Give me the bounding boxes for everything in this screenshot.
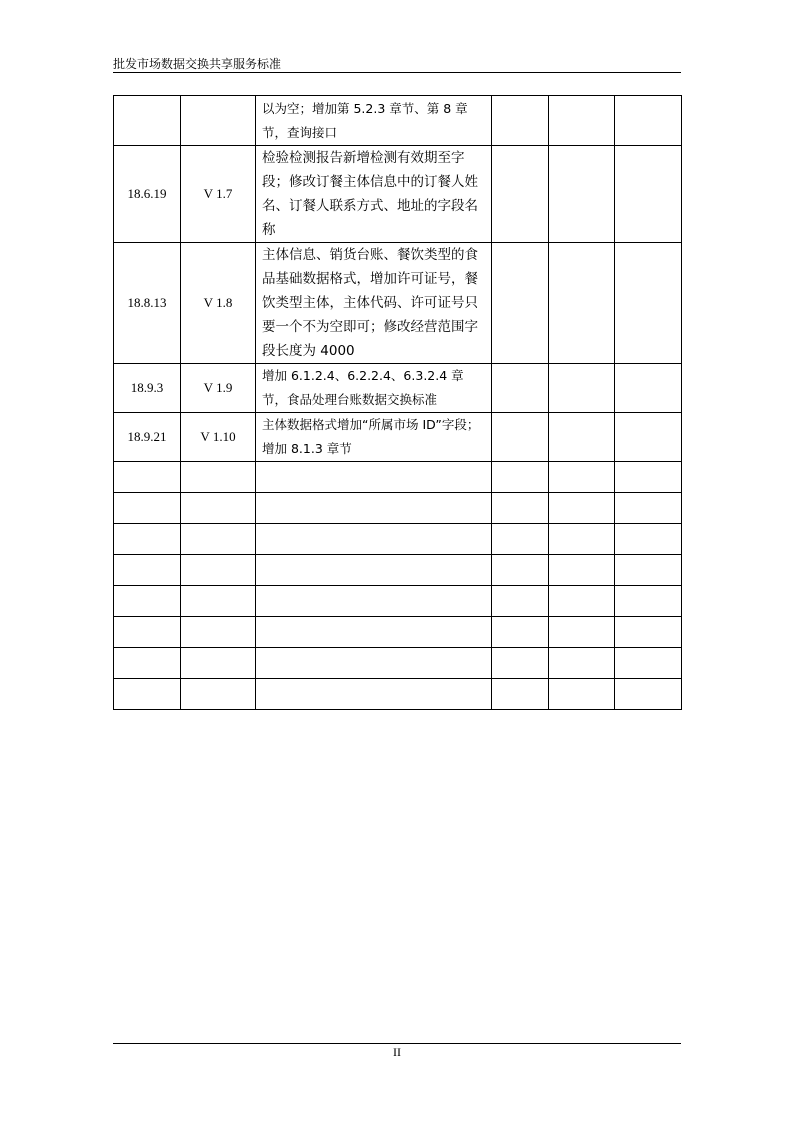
empty-cell bbox=[615, 413, 682, 462]
date-cell: 18.8.13 bbox=[114, 243, 181, 364]
empty-cell bbox=[549, 493, 615, 524]
description-cell bbox=[256, 493, 492, 524]
version-cell bbox=[181, 524, 256, 555]
empty-cell bbox=[615, 243, 682, 364]
version-cell bbox=[181, 648, 256, 679]
empty-cell bbox=[492, 364, 549, 413]
table-row bbox=[114, 586, 682, 617]
empty-cell bbox=[615, 555, 682, 586]
version-cell bbox=[181, 462, 256, 493]
empty-cell bbox=[492, 617, 549, 648]
empty-cell bbox=[549, 648, 615, 679]
description-cell bbox=[256, 462, 492, 493]
description-cell: 主体信息、销货台账、餐饮类型的食品基础数据格式，增加许可证号，餐饮类型主体，主体代码、许可证号只要一个不为空即可；修改经营范围字段长度为 4000 bbox=[256, 243, 492, 364]
empty-cell bbox=[492, 146, 549, 243]
empty-cell bbox=[492, 493, 549, 524]
date-cell: 18.6.19 bbox=[114, 146, 181, 243]
revision-history-table bbox=[113, 95, 682, 710]
date-cell bbox=[114, 96, 181, 146]
empty-cell bbox=[615, 586, 682, 617]
description-cell bbox=[256, 617, 492, 648]
date-cell bbox=[114, 679, 181, 710]
description-cell bbox=[256, 586, 492, 617]
table-row bbox=[114, 524, 682, 555]
empty-cell bbox=[549, 146, 615, 243]
date-cell bbox=[114, 648, 181, 679]
date-cell bbox=[114, 493, 181, 524]
empty-cell bbox=[492, 413, 549, 462]
page-number: II bbox=[393, 1045, 401, 1059]
date-cell bbox=[114, 586, 181, 617]
date-cell bbox=[114, 617, 181, 648]
empty-cell bbox=[492, 243, 549, 364]
description-cell: 主体数据格式增加“所属市场 ID”字段；增加 8.1.3 章节 bbox=[256, 413, 492, 462]
date-cell bbox=[114, 462, 181, 493]
version-cell bbox=[181, 679, 256, 710]
empty-cell bbox=[615, 462, 682, 493]
empty-cell bbox=[549, 96, 615, 146]
table-row bbox=[114, 617, 682, 648]
running-header-title: 批发市场数据交换共享服务标准 bbox=[113, 57, 282, 71]
empty-cell bbox=[492, 555, 549, 586]
description-cell bbox=[256, 648, 492, 679]
version-cell: V 1.7 bbox=[181, 146, 256, 243]
description-cell: 以为空；增加第 5.2.3 章节、第 8 章节，查询接口 bbox=[256, 96, 492, 146]
empty-cell bbox=[615, 679, 682, 710]
empty-cell bbox=[615, 493, 682, 524]
empty-cell bbox=[549, 243, 615, 364]
table-row bbox=[114, 462, 682, 493]
date-cell bbox=[114, 555, 181, 586]
description-cell bbox=[256, 555, 492, 586]
table-row bbox=[114, 555, 682, 586]
empty-cell bbox=[615, 96, 682, 146]
description-cell: 检验检测报告新增检测有效期至字段；修改订餐主体信息中的订餐人姓名、订餐人联系方式、地址的字段名称 bbox=[256, 146, 492, 243]
empty-cell bbox=[492, 462, 549, 493]
empty-cell bbox=[549, 617, 615, 648]
empty-cell bbox=[492, 96, 549, 146]
table-row bbox=[114, 648, 682, 679]
table-row bbox=[114, 364, 682, 413]
empty-cell bbox=[615, 364, 682, 413]
empty-cell bbox=[549, 524, 615, 555]
date-cell: 18.9.3 bbox=[114, 364, 181, 413]
table-row bbox=[114, 243, 682, 364]
version-cell bbox=[181, 586, 256, 617]
empty-cell bbox=[549, 555, 615, 586]
empty-cell bbox=[615, 617, 682, 648]
description-cell: 增加 6.1.2.4、6.2.2.4、6.3.2.4 章节，食品处理台账数据交换标准 bbox=[256, 364, 492, 413]
empty-cell bbox=[492, 648, 549, 679]
empty-cell bbox=[549, 586, 615, 617]
description-cell bbox=[256, 679, 492, 710]
date-cell: 18.9.21 bbox=[114, 413, 181, 462]
empty-cell bbox=[615, 524, 682, 555]
empty-cell bbox=[549, 679, 615, 710]
table-row bbox=[114, 679, 682, 710]
table-row bbox=[114, 413, 682, 462]
empty-cell bbox=[615, 648, 682, 679]
description-cell bbox=[256, 524, 492, 555]
version-cell bbox=[181, 555, 256, 586]
table-row bbox=[114, 493, 682, 524]
empty-cell bbox=[549, 413, 615, 462]
header-rule bbox=[113, 72, 681, 73]
empty-cell bbox=[615, 146, 682, 243]
empty-cell bbox=[549, 364, 615, 413]
empty-cell bbox=[492, 679, 549, 710]
footer-rule bbox=[113, 1043, 681, 1044]
version-cell bbox=[181, 617, 256, 648]
table-row bbox=[114, 146, 682, 243]
version-cell: V 1.8 bbox=[181, 243, 256, 364]
version-cell bbox=[181, 493, 256, 524]
empty-cell bbox=[549, 462, 615, 493]
version-cell bbox=[181, 96, 256, 146]
version-cell: V 1.10 bbox=[181, 413, 256, 462]
empty-cell bbox=[492, 524, 549, 555]
empty-cell bbox=[492, 586, 549, 617]
version-cell: V 1.9 bbox=[181, 364, 256, 413]
date-cell bbox=[114, 524, 181, 555]
table-row bbox=[114, 96, 682, 146]
